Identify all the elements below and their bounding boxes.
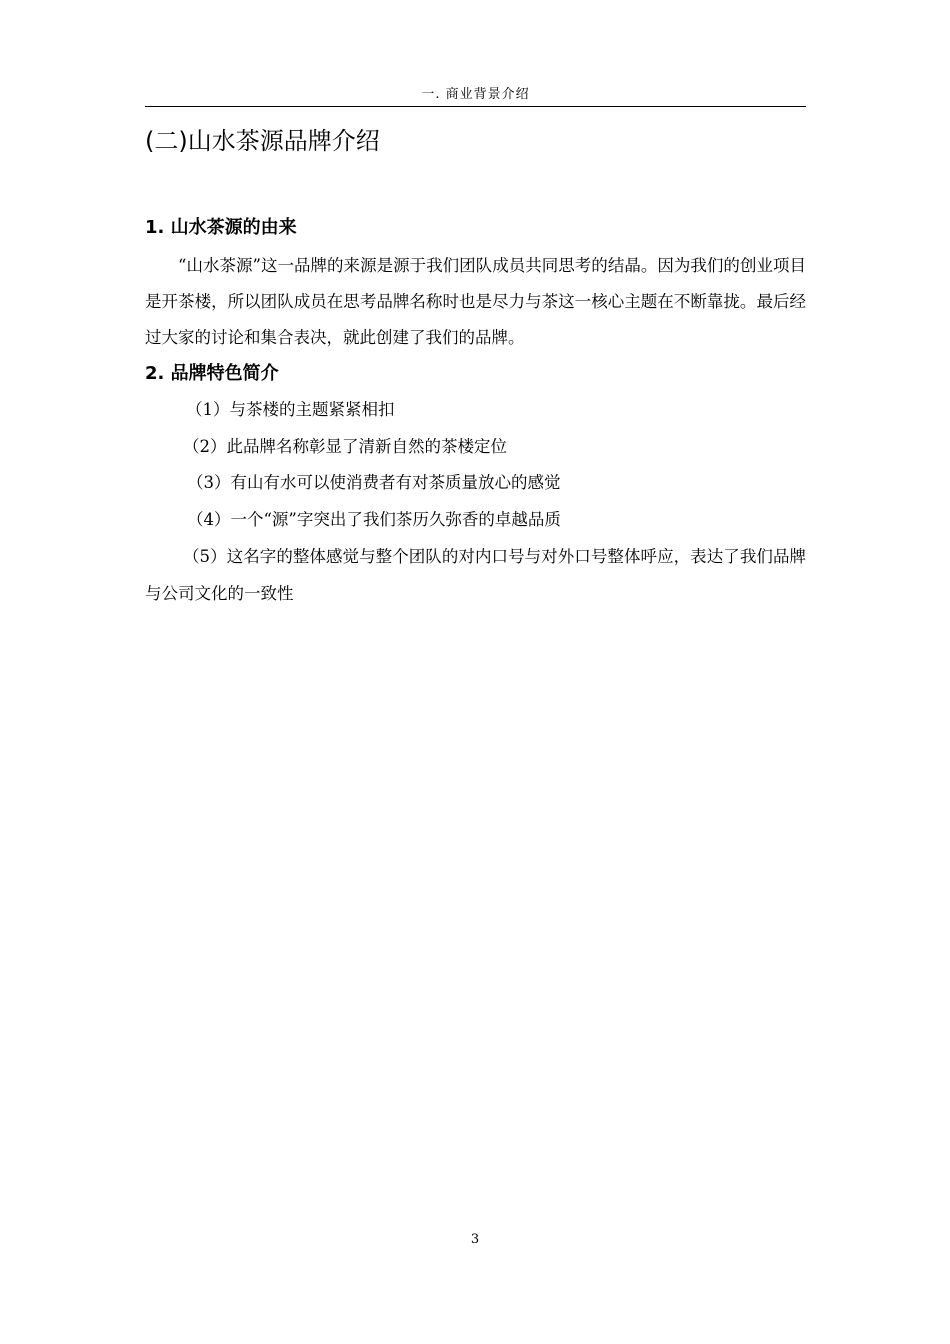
feature-item: （5）这名字的整体感觉与整个团队的对内口号与对外口号整体呼应，表达了我们品牌与公司文化的一致性 bbox=[145, 547, 806, 603]
subsection-heading-origin: 1. 山水茶源的由来 bbox=[145, 217, 297, 238]
page-number: 3 bbox=[470, 1232, 480, 1247]
feature-item: （1）与茶楼的主题紧紧相扣 bbox=[186, 400, 395, 419]
feature-item: （2）此品牌名称彰显了清新自然的茶楼定位 bbox=[183, 436, 507, 456]
feature-item: （4）一个“源”字突出了我们茶历久弥香的卓越品质 bbox=[187, 509, 561, 529]
feature-list bbox=[145, 392, 806, 612]
feature-item: （3）有山有水可以使消费者有对茶质量放心的感觉 bbox=[187, 473, 561, 492]
page-header bbox=[145, 86, 806, 107]
origin-paragraph: “山水茶源”这一品牌的来源是源于我们团队成员共同思考的结晶。因为我们的创业项目是开茶楼，所以团队成员在思考品牌名称时也是尽力与茶这一核心主题在不断靠拢。最后经过大家的讨论和集合表决，就此创建了我们的品牌。 bbox=[145, 256, 806, 347]
section-title: (二)山水茶源品牌介绍 bbox=[145, 127, 380, 155]
subsection-heading-features: 2. 品牌特色简介 bbox=[145, 363, 279, 384]
running-title: 一. 商业背景介绍 bbox=[421, 87, 530, 102]
